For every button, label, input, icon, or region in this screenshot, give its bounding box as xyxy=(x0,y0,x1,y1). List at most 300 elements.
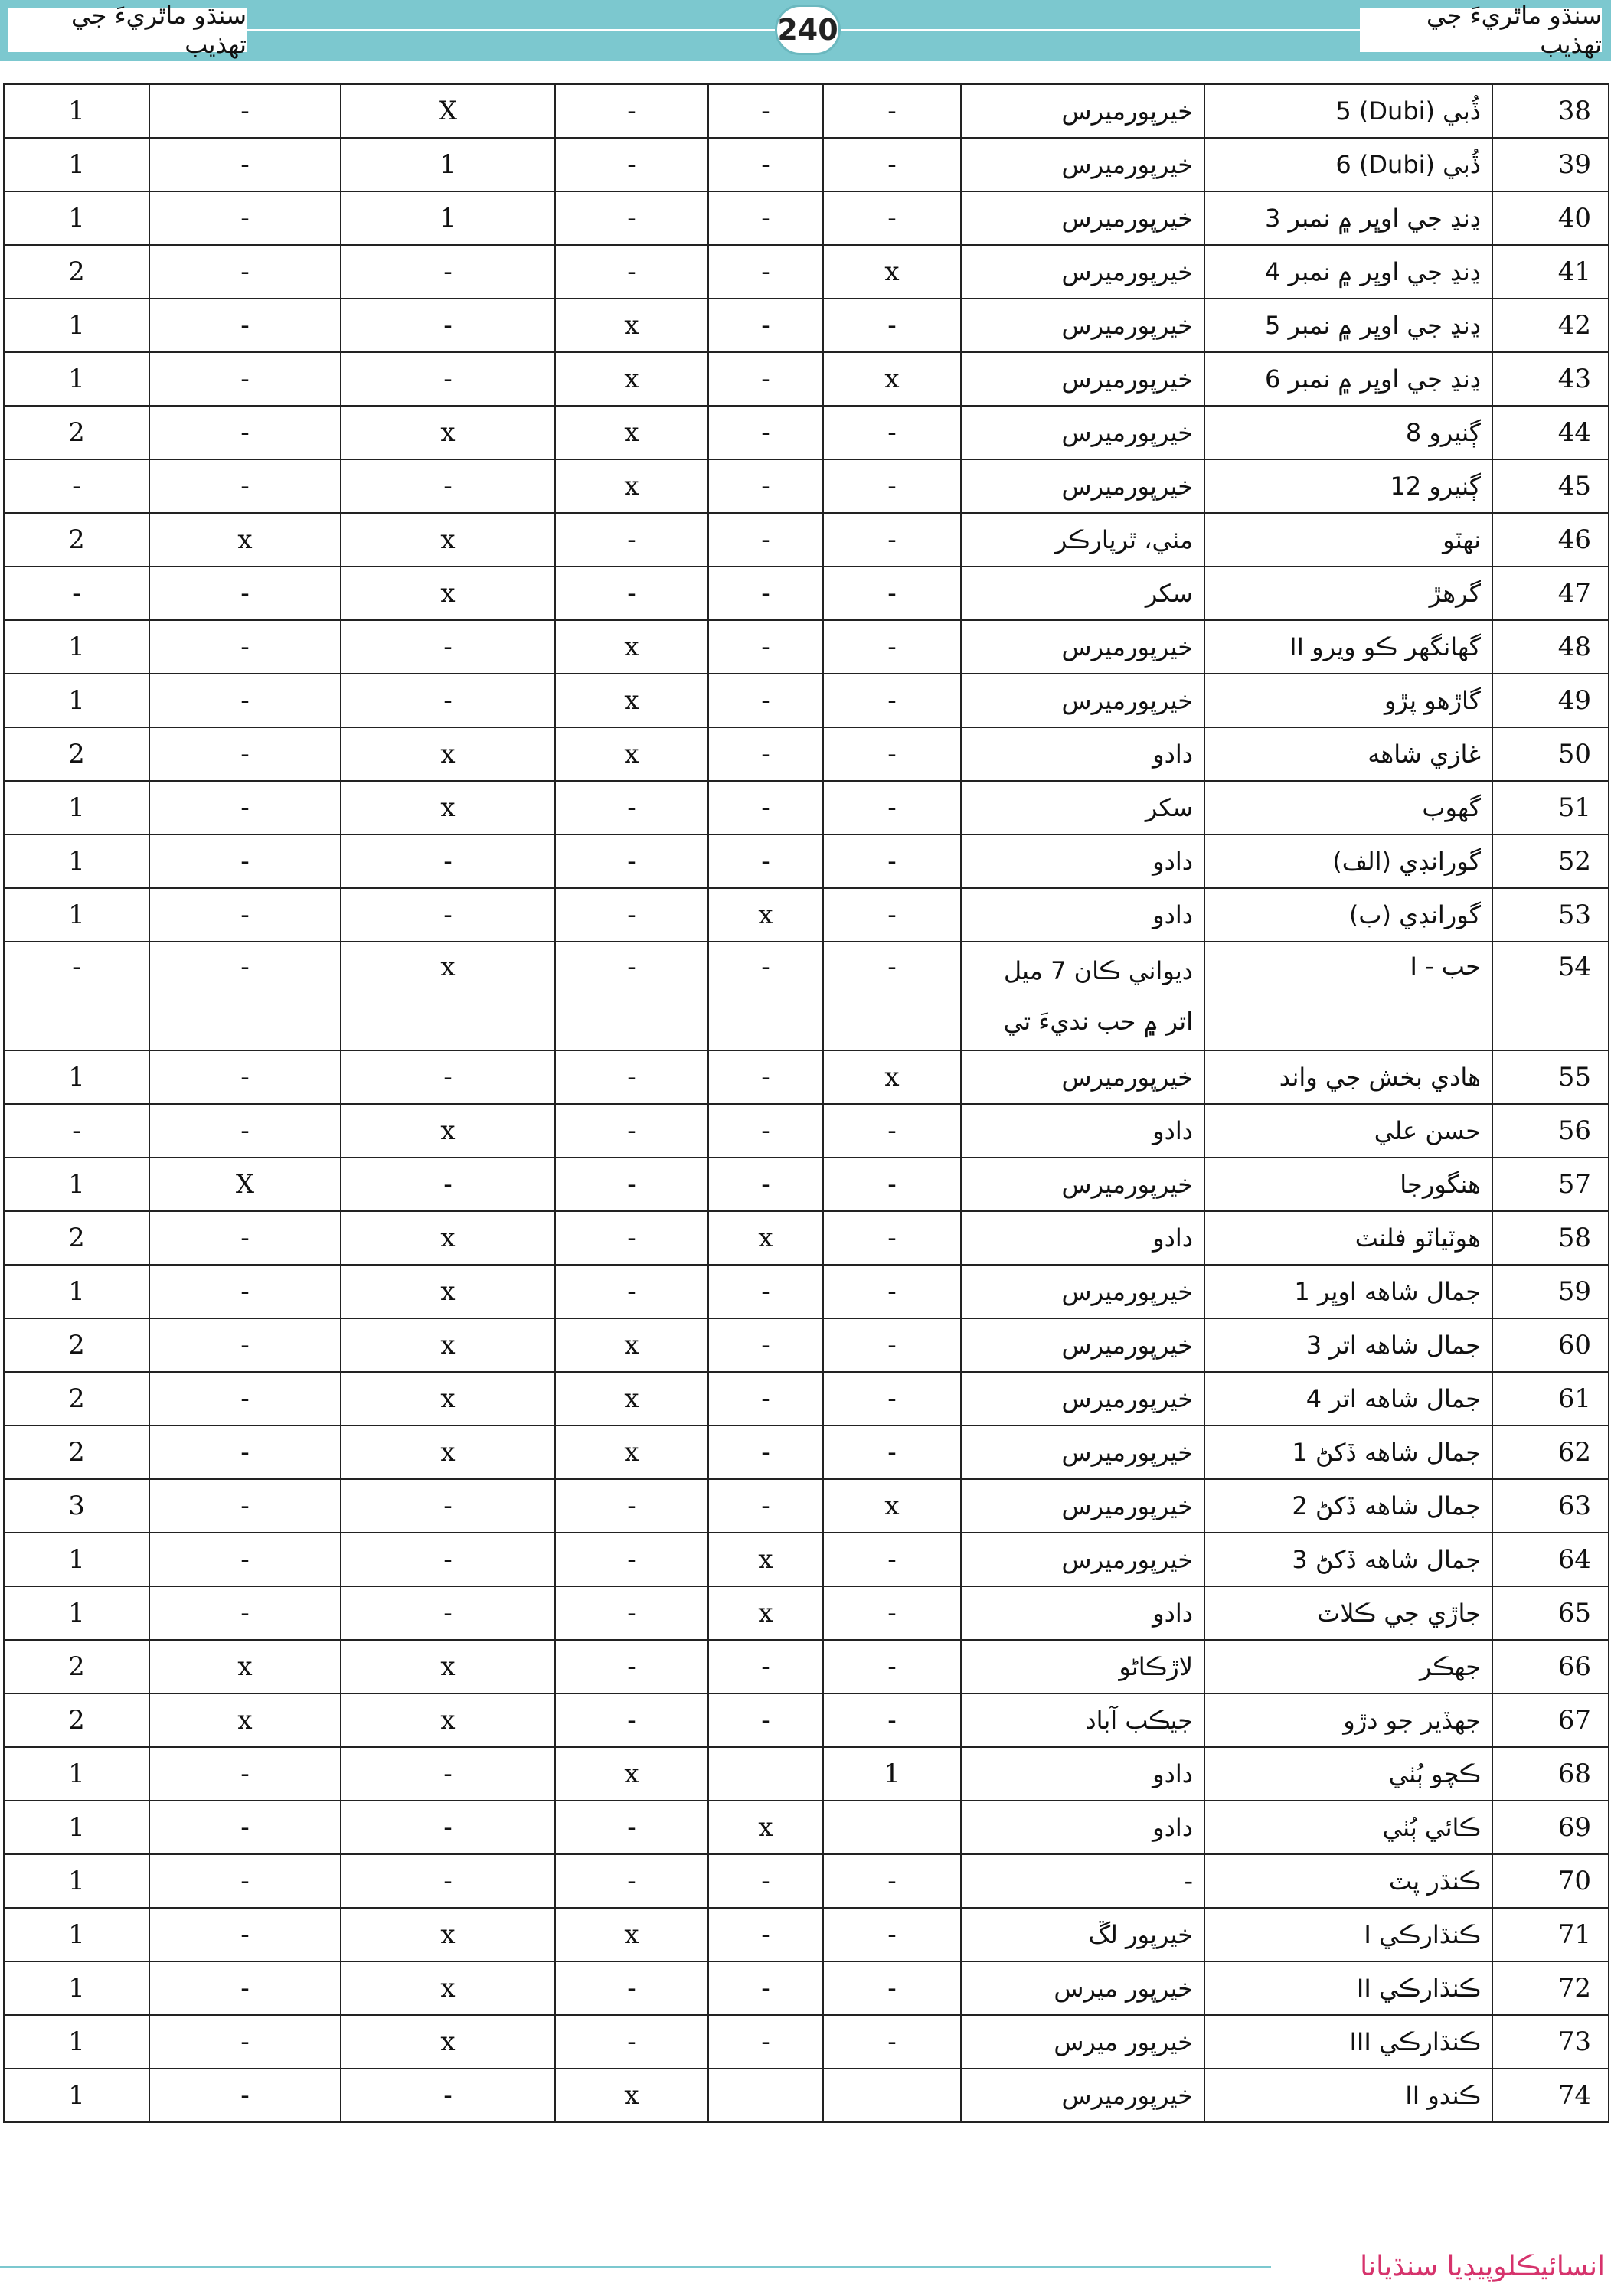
cell-col3: x xyxy=(555,620,708,674)
cell-col1: - xyxy=(823,1961,961,2015)
cell-col4: - xyxy=(341,299,555,352)
cell-col1: x xyxy=(823,245,961,299)
table-row xyxy=(4,352,1609,406)
cell-col2: - xyxy=(708,245,823,299)
cell-col4: - xyxy=(341,834,555,888)
cell-col5: - xyxy=(149,1586,341,1640)
cell-serial-number: 73 xyxy=(1492,2015,1609,2069)
cell-col2: x xyxy=(708,1586,823,1640)
cell-total: 3 xyxy=(4,1479,149,1533)
cell-col5: x xyxy=(149,1640,341,1693)
cell-location: جيڪب آباد xyxy=(961,1693,1204,1747)
cell-total: 2 xyxy=(4,406,149,459)
cell-col3: - xyxy=(555,1158,708,1211)
cell-serial-number: 48 xyxy=(1492,620,1609,674)
cell-col3: - xyxy=(555,2015,708,2069)
cell-col4: x xyxy=(341,1211,555,1265)
cell-col3: - xyxy=(555,138,708,191)
cell-col3: x xyxy=(555,674,708,727)
cell-col5: x xyxy=(149,513,341,567)
cell-serial-number: 39 xyxy=(1492,138,1609,191)
cell-col1: - xyxy=(823,2015,961,2069)
cell-total: 2 xyxy=(4,727,149,781)
cell-col2: - xyxy=(708,1372,823,1426)
cell-serial-number: 58 xyxy=(1492,1211,1609,1265)
table-row xyxy=(4,2069,1609,2122)
cell-location: خيرپورميرس xyxy=(961,84,1204,138)
cell-col4: x xyxy=(341,727,555,781)
cell-col4: - xyxy=(341,620,555,674)
cell-total: 1 xyxy=(4,138,149,191)
cell-location: خيرپورميرس xyxy=(961,1426,1204,1479)
table-row xyxy=(4,1533,1609,1586)
cell-col5: - xyxy=(149,1265,341,1318)
cell-location: خيرپورميرس xyxy=(961,1158,1204,1211)
cell-col2: - xyxy=(708,138,823,191)
cell-col2: - xyxy=(708,727,823,781)
cell-col3: - xyxy=(555,942,708,1050)
cell-total: 1 xyxy=(4,1961,149,2015)
cell-col2: - xyxy=(708,781,823,834)
cell-col2: - xyxy=(708,1640,823,1693)
cell-col4: x xyxy=(341,1318,555,1372)
cell-location: خيرپورميرس xyxy=(961,245,1204,299)
table-row xyxy=(4,727,1609,781)
cell-serial-number: 52 xyxy=(1492,834,1609,888)
cell-serial-number: 68 xyxy=(1492,1747,1609,1801)
table-row xyxy=(4,781,1609,834)
cell-total: 2 xyxy=(4,1372,149,1426)
footer-publication: انسائيڪلوپيڊيا سنڌيانا xyxy=(1360,2250,1605,2282)
cell-serial-number: 41 xyxy=(1492,245,1609,299)
table-row xyxy=(4,1854,1609,1908)
cell-location: خيرپور لڱ xyxy=(961,1908,1204,1961)
cell-serial-number: 62 xyxy=(1492,1426,1609,1479)
cell-col2: x xyxy=(708,1533,823,1586)
cell-serial-number: 40 xyxy=(1492,191,1609,245)
cell-total: 1 xyxy=(4,834,149,888)
cell-site-name: جمال شاهه ڏکڻ 3 xyxy=(1204,1533,1492,1586)
cell-site-name: ڍنڍ جي اوڀر ۾ نمبر 4 xyxy=(1204,245,1492,299)
cell-location: سکر xyxy=(961,781,1204,834)
cell-col1: x xyxy=(823,352,961,406)
cell-col2: - xyxy=(708,1854,823,1908)
cell-total: 2 xyxy=(4,513,149,567)
cell-location: ديواني ڪان 7 ميل اتر ۾ حب نديءَ تي xyxy=(961,942,1204,1050)
cell-col5: - xyxy=(149,84,341,138)
cell-total: 1 xyxy=(4,1586,149,1640)
cell-total: - xyxy=(4,1104,149,1158)
cell-location: خيرپورميرس xyxy=(961,1479,1204,1533)
cell-col4: - xyxy=(341,1479,555,1533)
cell-col4: x xyxy=(341,513,555,567)
cell-col2: - xyxy=(708,1693,823,1747)
cell-location: دادو xyxy=(961,1104,1204,1158)
cell-location: خيرپورميرس xyxy=(961,1265,1204,1318)
cell-location: دادو xyxy=(961,1747,1204,1801)
cell-col4: x xyxy=(341,781,555,834)
cell-col4: - xyxy=(341,1854,555,1908)
cell-col5: - xyxy=(149,1747,341,1801)
cell-site-name: هادي بخش جي واند xyxy=(1204,1050,1492,1104)
cell-total: 1 xyxy=(4,674,149,727)
cell-col1: - xyxy=(823,620,961,674)
table-row xyxy=(4,1372,1609,1426)
cell-col3: - xyxy=(555,1801,708,1854)
cell-col4: - xyxy=(341,674,555,727)
cell-location: - xyxy=(961,1854,1204,1908)
header-right-title: سنڌو ماٿريءَ جي تهذيب xyxy=(1360,8,1602,52)
table-row xyxy=(4,1050,1609,1104)
cell-site-name: ڪندو II xyxy=(1204,2069,1492,2122)
cell-col3: - xyxy=(555,567,708,620)
cell-col2: - xyxy=(708,620,823,674)
sites-table xyxy=(3,83,1609,2123)
cell-col1: - xyxy=(823,191,961,245)
cell-col5: - xyxy=(149,567,341,620)
cell-serial-number: 47 xyxy=(1492,567,1609,620)
cell-col1: - xyxy=(823,888,961,942)
cell-total: 2 xyxy=(4,1426,149,1479)
cell-site-name: ڪنڌر پٽ xyxy=(1204,1854,1492,1908)
cell-location: خيرپور ميرس xyxy=(961,1961,1204,2015)
cell-site-name: جمال شاهه اتر 3 xyxy=(1204,1318,1492,1372)
cell-location: سکر xyxy=(961,567,1204,620)
table-row xyxy=(4,1908,1609,1961)
cell-total: 1 xyxy=(4,620,149,674)
cell-col4: x xyxy=(341,1961,555,2015)
cell-col1: - xyxy=(823,834,961,888)
cell-col5: - xyxy=(149,2015,341,2069)
cell-col4: - xyxy=(341,1747,555,1801)
cell-location: خيرپورميرس xyxy=(961,406,1204,459)
cell-serial-number: 55 xyxy=(1492,1050,1609,1104)
table-row xyxy=(4,674,1609,727)
cell-col3: - xyxy=(555,513,708,567)
cell-col3: - xyxy=(555,1533,708,1586)
cell-serial-number: 49 xyxy=(1492,674,1609,727)
cell-total: 2 xyxy=(4,1693,149,1747)
cell-serial-number: 54 xyxy=(1492,942,1609,1050)
cell-col2: - xyxy=(708,1908,823,1961)
cell-location: خيرپورميرس xyxy=(961,2069,1204,2122)
cell-serial-number: 60 xyxy=(1492,1318,1609,1372)
cell-col2: - xyxy=(708,1318,823,1372)
cell-site-name: گورانڊي (ب) xyxy=(1204,888,1492,942)
cell-col2: - xyxy=(708,1961,823,2015)
table-row xyxy=(4,834,1609,888)
cell-col4: 1 xyxy=(341,138,555,191)
cell-col4: x xyxy=(341,1640,555,1693)
cell-site-name: جمال شاهه اوڀر 1 xyxy=(1204,1265,1492,1318)
cell-site-name: گهوب xyxy=(1204,781,1492,834)
cell-col1: - xyxy=(823,1640,961,1693)
cell-site-name: گورانڊي (الف) xyxy=(1204,834,1492,888)
table-row xyxy=(4,1801,1609,1854)
cell-total: 2 xyxy=(4,1318,149,1372)
cell-col3: - xyxy=(555,1854,708,1908)
header-divider-right xyxy=(841,29,1360,31)
cell-col1: - xyxy=(823,1372,961,1426)
cell-col1: - xyxy=(823,942,961,1050)
table-row xyxy=(4,513,1609,567)
cell-col1: - xyxy=(823,1693,961,1747)
table-row xyxy=(4,2015,1609,2069)
table-row xyxy=(4,1747,1609,1801)
cell-col3: x xyxy=(555,459,708,513)
cell-site-name: جمال شاهه اتر 4 xyxy=(1204,1372,1492,1426)
cell-total: 1 xyxy=(4,84,149,138)
cell-col2: - xyxy=(708,567,823,620)
cell-total: 1 xyxy=(4,1854,149,1908)
cell-col4: - xyxy=(341,1158,555,1211)
table-row xyxy=(4,138,1609,191)
cell-col3: - xyxy=(555,1265,708,1318)
cell-col1: x xyxy=(823,1479,961,1533)
cell-col4: x xyxy=(341,1426,555,1479)
cell-total: 2 xyxy=(4,1211,149,1265)
cell-col3: x xyxy=(555,1908,708,1961)
cell-col2: - xyxy=(708,513,823,567)
cell-col1: - xyxy=(823,1211,961,1265)
cell-col2: - xyxy=(708,942,823,1050)
cell-col4: x xyxy=(341,942,555,1050)
cell-location: خيرپورميرس xyxy=(961,352,1204,406)
cell-col2: x xyxy=(708,1211,823,1265)
cell-col4: - xyxy=(341,352,555,406)
table-row xyxy=(4,406,1609,459)
cell-col2: - xyxy=(708,84,823,138)
cell-location: خيرپورميرس xyxy=(961,620,1204,674)
cell-col3: x xyxy=(555,727,708,781)
cell-serial-number: 43 xyxy=(1492,352,1609,406)
cell-location: دادو xyxy=(961,1801,1204,1854)
table-row xyxy=(4,888,1609,942)
cell-col3: - xyxy=(555,1693,708,1747)
cell-total: 1 xyxy=(4,1747,149,1801)
cell-serial-number: 69 xyxy=(1492,1801,1609,1854)
cell-col1: - xyxy=(823,567,961,620)
table-row xyxy=(4,567,1609,620)
cell-col5: - xyxy=(149,245,341,299)
cell-col4: x xyxy=(341,1104,555,1158)
table-body xyxy=(4,84,1609,2122)
cell-site-name: هنگورجا xyxy=(1204,1158,1492,1211)
cell-col5: - xyxy=(149,1479,341,1533)
table-row xyxy=(4,1586,1609,1640)
cell-serial-number: 65 xyxy=(1492,1586,1609,1640)
cell-col3: x xyxy=(555,406,708,459)
cell-col5: - xyxy=(149,1211,341,1265)
table-row xyxy=(4,1318,1609,1372)
cell-site-name: ڪچو ٻُٺي xyxy=(1204,1747,1492,1801)
cell-site-name: ڪنڌارڪي III xyxy=(1204,2015,1492,2069)
cell-col4: x xyxy=(341,1908,555,1961)
cell-total: 1 xyxy=(4,352,149,406)
cell-col1: x xyxy=(823,1050,961,1104)
cell-col5: - xyxy=(149,1801,341,1854)
cell-site-name: غازي شاهه xyxy=(1204,727,1492,781)
cell-serial-number: 63 xyxy=(1492,1479,1609,1533)
cell-location: خيرپورميرس xyxy=(961,459,1204,513)
table-row xyxy=(4,299,1609,352)
cell-col4: - xyxy=(341,888,555,942)
cell-serial-number: 56 xyxy=(1492,1104,1609,1158)
cell-col5: x xyxy=(149,1693,341,1747)
cell-col4: - xyxy=(341,245,555,299)
cell-col5: - xyxy=(149,2069,341,2122)
cell-col5: - xyxy=(149,674,341,727)
cell-serial-number: 46 xyxy=(1492,513,1609,567)
table-row xyxy=(4,1640,1609,1693)
cell-col1: - xyxy=(823,1158,961,1211)
cell-total: 1 xyxy=(4,299,149,352)
cell-col5: - xyxy=(149,138,341,191)
cell-col5: - xyxy=(149,1426,341,1479)
table-row xyxy=(4,459,1609,513)
cell-col4: - xyxy=(341,459,555,513)
cell-col4: x xyxy=(341,1372,555,1426)
cell-col2: - xyxy=(708,1265,823,1318)
cell-col3: - xyxy=(555,1479,708,1533)
cell-col3: - xyxy=(555,888,708,942)
cell-serial-number: 61 xyxy=(1492,1372,1609,1426)
cell-col3: x xyxy=(555,1747,708,1801)
cell-serial-number: 67 xyxy=(1492,1693,1609,1747)
cell-location: خيرپور ميرس xyxy=(961,2015,1204,2069)
cell-col4: - xyxy=(341,1050,555,1104)
cell-col5: - xyxy=(149,406,341,459)
cell-location: دادو xyxy=(961,888,1204,942)
cell-col1: - xyxy=(823,299,961,352)
cell-total: 1 xyxy=(4,191,149,245)
cell-col2 xyxy=(708,1747,823,1801)
cell-site-name: نهٽو xyxy=(1204,513,1492,567)
cell-col4: 1 xyxy=(341,191,555,245)
table-row xyxy=(4,1426,1609,1479)
cell-location: دادو xyxy=(961,727,1204,781)
cell-col1: - xyxy=(823,781,961,834)
cell-col5: - xyxy=(149,1318,341,1372)
cell-col4: - xyxy=(341,1586,555,1640)
cell-serial-number: 45 xyxy=(1492,459,1609,513)
cell-col1: - xyxy=(823,406,961,459)
cell-site-name: ڍنڍ جي اوڀر ۾ نمبر 3 xyxy=(1204,191,1492,245)
cell-col5: - xyxy=(149,888,341,942)
cell-col5: - xyxy=(149,620,341,674)
cell-total: 1 xyxy=(4,1801,149,1854)
cell-total: 1 xyxy=(4,888,149,942)
cell-col5: - xyxy=(149,1533,341,1586)
cell-col1: 1 xyxy=(823,1747,961,1801)
table-row xyxy=(4,1211,1609,1265)
cell-col1: - xyxy=(823,1426,961,1479)
cell-location: لاڙڪاڻو xyxy=(961,1640,1204,1693)
cell-col5: - xyxy=(149,781,341,834)
cell-col2 xyxy=(708,2069,823,2122)
cell-serial-number: 42 xyxy=(1492,299,1609,352)
cell-col4: x xyxy=(341,2015,555,2069)
cell-col2: - xyxy=(708,1050,823,1104)
cell-site-name: جمال شاهه ڏکڻ 2 xyxy=(1204,1479,1492,1533)
cell-col3: - xyxy=(555,1640,708,1693)
cell-col1: - xyxy=(823,727,961,781)
cell-col4: x xyxy=(341,406,555,459)
cell-location: خيرپورميرس xyxy=(961,299,1204,352)
cell-col5: - xyxy=(149,1050,341,1104)
cell-col3: x xyxy=(555,2069,708,2122)
cell-location: خيرپورميرس xyxy=(961,1050,1204,1104)
cell-col1 xyxy=(823,1801,961,1854)
cell-site-name: ڍنڍ جي اوڀر ۾ نمبر 6 xyxy=(1204,352,1492,406)
cell-col1: - xyxy=(823,138,961,191)
cell-location: خيرپورميرس xyxy=(961,191,1204,245)
cell-col4: X xyxy=(341,84,555,138)
cell-site-name: ڏُبي (Dubi) 5 xyxy=(1204,84,1492,138)
cell-location: دادو xyxy=(961,1586,1204,1640)
cell-col5: - xyxy=(149,1372,341,1426)
cell-location: خيرپورميرس xyxy=(961,1533,1204,1586)
cell-serial-number: 71 xyxy=(1492,1908,1609,1961)
cell-col5: - xyxy=(149,299,341,352)
header-divider-left xyxy=(247,29,775,31)
table-row xyxy=(4,245,1609,299)
cell-site-name: جهڪر xyxy=(1204,1640,1492,1693)
cell-col1: - xyxy=(823,1908,961,1961)
cell-col4: x xyxy=(341,1265,555,1318)
cell-col5: - xyxy=(149,834,341,888)
table-row xyxy=(4,1693,1609,1747)
cell-col1: - xyxy=(823,459,961,513)
cell-col3: - xyxy=(555,1211,708,1265)
cell-serial-number: 64 xyxy=(1492,1533,1609,1586)
cell-col3: - xyxy=(555,1104,708,1158)
cell-site-name: ڪائي ٻُٺي xyxy=(1204,1801,1492,1854)
cell-col5: - xyxy=(149,459,341,513)
page-header xyxy=(0,0,1611,61)
cell-total: 1 xyxy=(4,1533,149,1586)
cell-site-name: گهانگهر ڪو ويرو II xyxy=(1204,620,1492,674)
cell-serial-number: 72 xyxy=(1492,1961,1609,2015)
cell-col5: - xyxy=(149,1104,341,1158)
cell-location: مٺي، ٿرپارڪر xyxy=(961,513,1204,567)
cell-col3: - xyxy=(555,84,708,138)
cell-total: 1 xyxy=(4,1265,149,1318)
cell-col3: - xyxy=(555,1586,708,1640)
cell-col4: - xyxy=(341,1533,555,1586)
cell-site-name: ڳنيرو 12 xyxy=(1204,459,1492,513)
cell-total: 1 xyxy=(4,1050,149,1104)
cell-col2: x xyxy=(708,1801,823,1854)
cell-site-name: هوٽياٽو فلنٽ xyxy=(1204,1211,1492,1265)
cell-col2: - xyxy=(708,352,823,406)
cell-col2: - xyxy=(708,406,823,459)
cell-total: 1 xyxy=(4,2015,149,2069)
table-row xyxy=(4,620,1609,674)
cell-col5: - xyxy=(149,191,341,245)
cell-location: خيرپورميرس xyxy=(961,1318,1204,1372)
cell-col4: x xyxy=(341,567,555,620)
cell-site-name: حسن علي xyxy=(1204,1104,1492,1158)
cell-site-name: ڪنڌارڪي II xyxy=(1204,1961,1492,2015)
cell-serial-number: 70 xyxy=(1492,1854,1609,1908)
cell-site-name: ڍنڍ جي اوڀر ۾ نمبر 5 xyxy=(1204,299,1492,352)
table-row xyxy=(4,84,1609,138)
cell-col1: - xyxy=(823,674,961,727)
cell-col2: - xyxy=(708,299,823,352)
cell-col2: - xyxy=(708,1104,823,1158)
cell-col3: - xyxy=(555,834,708,888)
